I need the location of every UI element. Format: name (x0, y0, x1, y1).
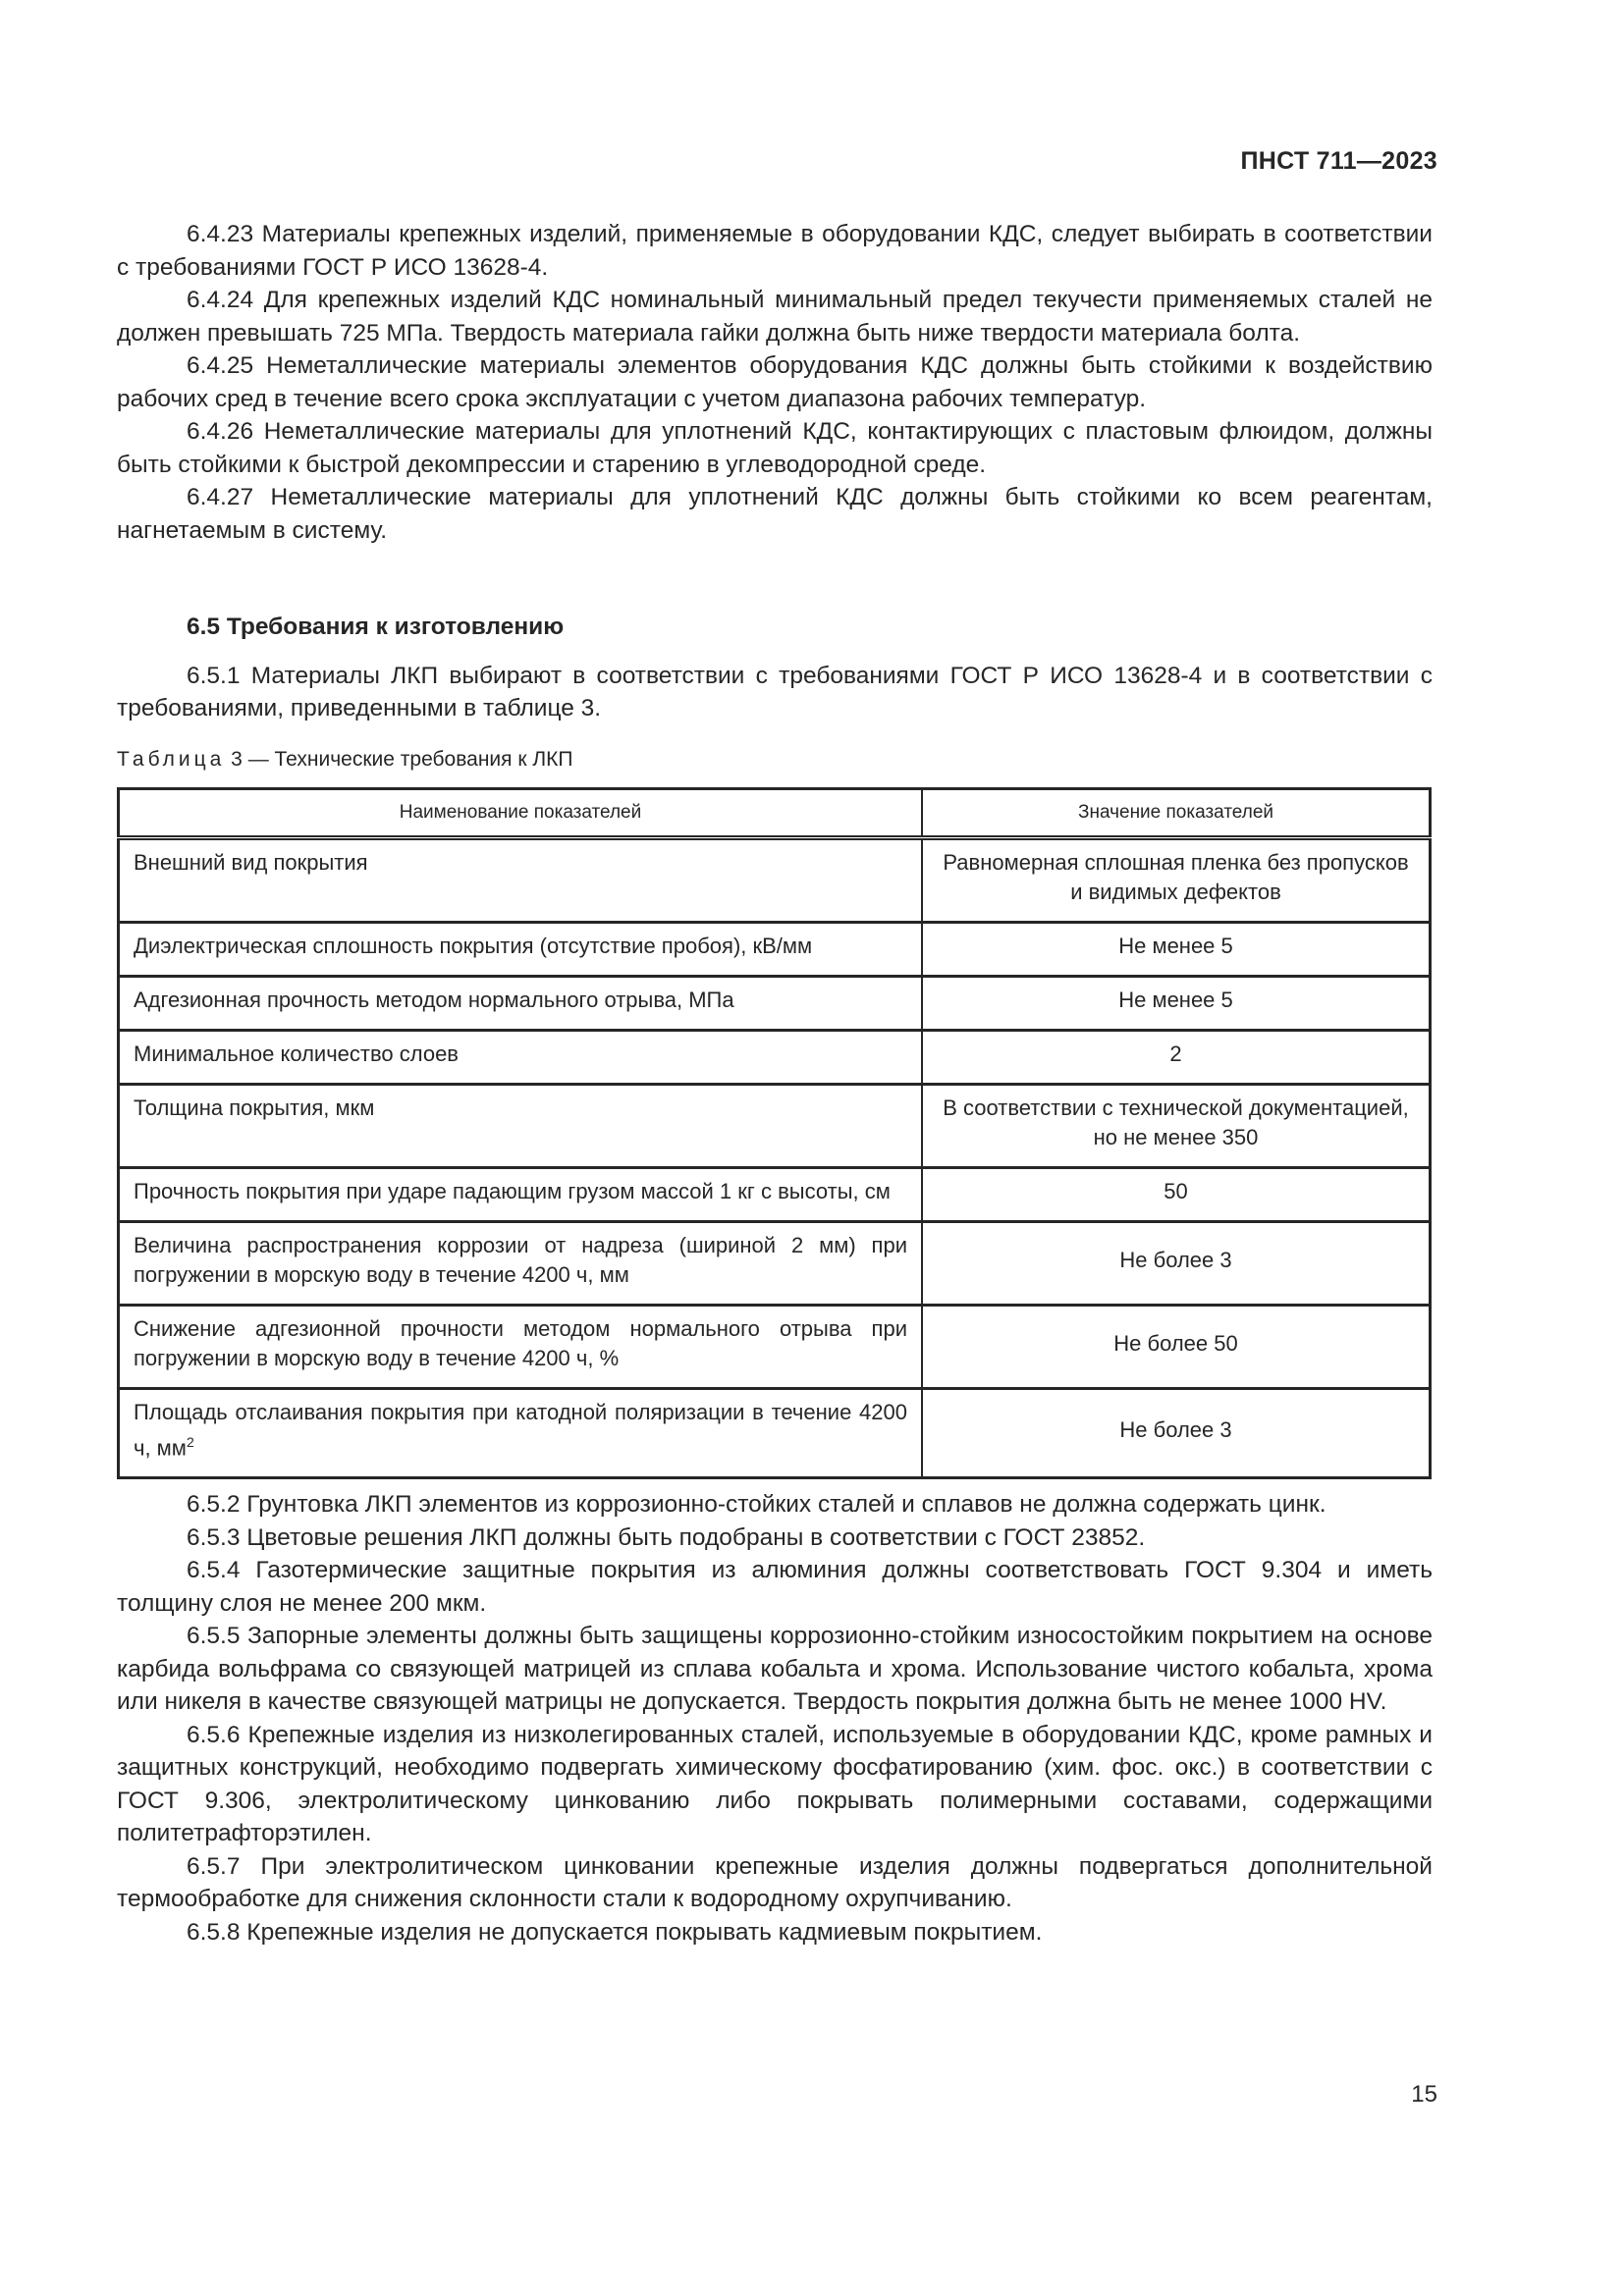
row-name: Величина распространения коррозии от надреза (шириной 2 мм) при погружении в морскую воду в течение 4200 ч, мм (119, 1222, 923, 1306)
row-value: 50 (922, 1168, 1431, 1222)
row-value: В соответствии с технической документацией, но не менее 350 (922, 1085, 1431, 1168)
table-row (119, 977, 1431, 1031)
paragraph-6-5-2: 6.5.2 Грунтовка ЛКП элементов из коррозионно-стойких сталей и сплавов не должна содержать цинк. (187, 1491, 1326, 1518)
row-name-text: Площадь отслаивания покрытия при катодной поляризации в течение 4200 ч, мм (134, 1400, 907, 1461)
paragraph-6-5-1: 6.5.1 Материалы ЛКП выбирают в соответствии с требованиями ГОСТ Р ИСО 13628-4 и в соответствии с требованиями, приведенными в таблице 3. (117, 662, 1433, 721)
paragraph-6-5-6: 6.5.6 Крепежные изделия из низколегированных сталей, используемые в оборудовании КДС, кроме рамных и защитных конструкций, необходимо подвергать химическому фосфатированию (хим. фос. окс.) в соответствии с ГОСТ 9.306, электролитическому цинкованию либо покрывать полимерными составами, содержащими политетрафторэтилен. (117, 1721, 1433, 1846)
table-caption-title: 3 — Технические требования к ЛКП (225, 747, 573, 771)
table-row (119, 1222, 1431, 1306)
paragraph-6-4-27: 6.4.27 Неметаллические материалы для уплотнений КДС должны быть стойкими ко всем реагентам, нагнетаемым в систему. (117, 484, 1433, 544)
table-header-row (119, 789, 1431, 838)
paragraph-6-5-4: 6.5.4 Газотермические защитные покрытия из алюминия должны соответствовать ГОСТ 9.304 и иметь толщину слоя не менее 200 мкм. (117, 1557, 1433, 1617)
table-row (119, 838, 1431, 923)
paragraph-6-5-8: 6.5.8 Крепежные изделия не допускается покрывать кадмиевым покрытием. (187, 1918, 1043, 1946)
document-code: ПНСТ 711—2023 (1240, 147, 1437, 175)
top-paragraphs (117, 218, 1433, 547)
superscript: 2 (186, 1434, 194, 1450)
paragraph-6-4-25: 6.4.25 Неметаллические материалы элементов оборудования КДС должны быть стойкими к воздействию рабочих сред в течение всего срока эксплуатации с учетом диапазона рабочих температур. (117, 352, 1433, 412)
paragraph-6-4-23: 6.4.23 Материалы крепежных изделий, применяемые в оборудовании КДС, следует выбирать в соответствии с требованиями ГОСТ Р ИСО 13628-4. (117, 221, 1433, 281)
table-row (119, 1389, 1431, 1478)
table-row (119, 1306, 1431, 1389)
row-name: Толщина покрытия, мкм (119, 1085, 923, 1168)
row-value: Равномерная сплошная пленка без пропусков и видимых дефектов (922, 838, 1431, 923)
table-row (119, 1031, 1431, 1085)
column-header-name: Наименование показателей (119, 789, 923, 838)
row-name: Адгезионная прочность методом нормального отрыва, МПа (119, 977, 923, 1031)
section-heading: 6.5 Требования к изготовлению (187, 614, 565, 640)
table-caption (117, 743, 1433, 776)
bottom-paragraphs (117, 1488, 1433, 1949)
paragraph-6-5-5: 6.5.5 Запорные элементы должны быть защищены коррозионно-стойким износостойким покрытием на основе карбида вольфрама со связующей матрицей из сплава кобальта и хрома. Использование чистого кобальта, хрома или никеля в качестве связующей матрицы не допускается. Твердость покрытия должна быть не менее 1000 HV. (117, 1623, 1433, 1715)
requirements-table (117, 787, 1432, 1479)
row-name: Минимальное количество слоев (119, 1031, 923, 1085)
table-row (119, 923, 1431, 977)
row-value: Не более 3 (922, 1389, 1431, 1478)
row-value: Не более 3 (922, 1222, 1431, 1306)
row-name: Внешний вид покрытия (119, 838, 923, 923)
row-name (119, 1389, 923, 1478)
row-value: Не менее 5 (922, 977, 1431, 1031)
row-name: Прочность покрытия при ударе падающим грузом массой 1 кг с высоты, см (119, 1168, 923, 1222)
row-name: Диэлектрическая сплошность покрытия (отсутствие пробоя), кВ/мм (119, 923, 923, 977)
section-6-5 (117, 611, 1433, 775)
table-caption-word: Таблица (117, 747, 226, 771)
paragraph-6-4-24: 6.4.24 Для крепежных изделий КДС номинальный минимальный предел текучести применяемых сталей не должен превышать 725 МПа. Твердость материала гайки должна быть ниже твердости материала болта. (117, 287, 1433, 347)
paragraph-6-5-7: 6.5.7 При электролитическом цинковании крепежные изделия должны подвергаться дополнительной термообработке для снижения склонности стали к водородному охрупчиванию. (117, 1852, 1433, 1912)
paragraph-6-5-3: 6.5.3 Цветовые решения ЛКП должны быть подобраны в соответствии с ГОСТ 23852. (187, 1523, 1146, 1551)
table-row (119, 1168, 1431, 1222)
page-number: 15 (1411, 2081, 1437, 2108)
table-row (119, 1085, 1431, 1168)
row-value: 2 (922, 1031, 1431, 1085)
row-value: Не более 50 (922, 1306, 1431, 1389)
column-header-value: Значение показателей (922, 789, 1431, 838)
paragraph-6-4-26: 6.4.26 Неметаллические материалы для уплотнений КДС, контактирующих с пластовым флюидом, должны быть стойкими к быстрой декомпрессии и старению в углеводородной среде. (117, 418, 1433, 478)
row-name: Снижение адгезионной прочности методом нормального отрыва при погружении в морскую воду в течение 4200 ч, % (119, 1306, 923, 1389)
row-value: Не менее 5 (922, 923, 1431, 977)
